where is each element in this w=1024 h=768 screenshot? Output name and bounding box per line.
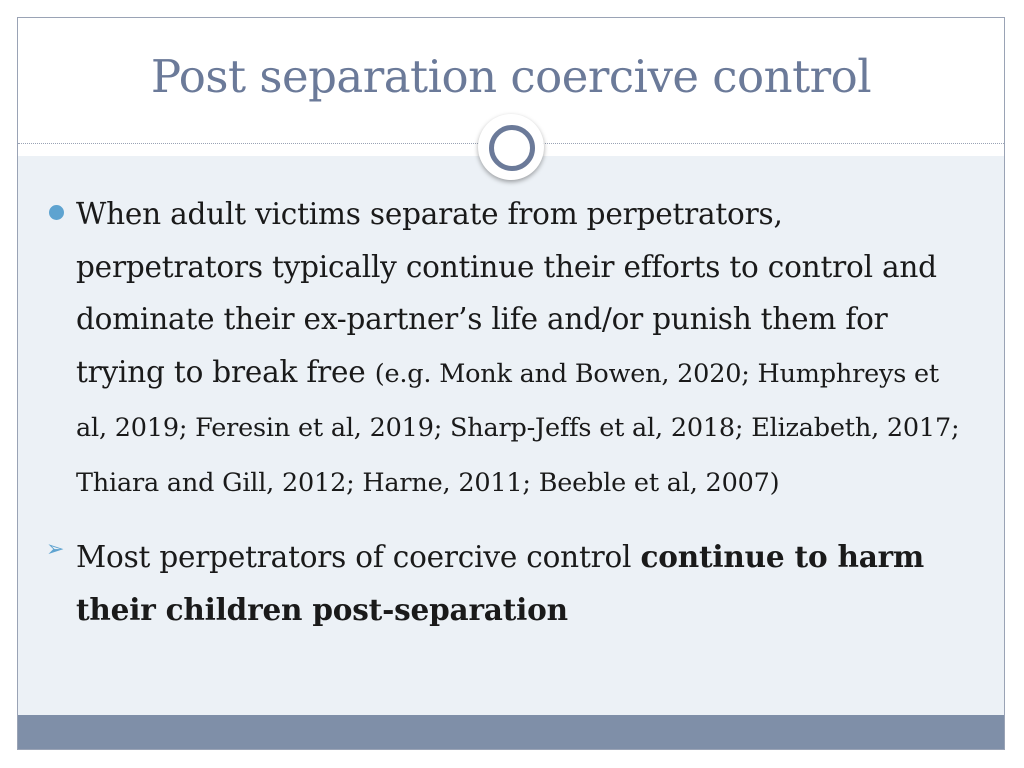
arrow-bullet-icon: ➢ [46, 537, 65, 562]
slide [17, 17, 1005, 750]
slide-title: Post separation coercive control [150, 50, 872, 103]
bullet-item-1 [18, 188, 1004, 509]
filled-circle-bullet-icon [49, 205, 64, 220]
bullet-item-2 [18, 531, 1004, 636]
circle-ornament-icon [478, 114, 544, 180]
footer-bar [18, 715, 1004, 749]
bullet-1-text: When adult victims separate from perpetrators, perpetrators typically continue their efforts to control and dominate their ex-partner’s life and/or punish them for trying to break free [76, 197, 937, 389]
slide-content [18, 188, 1004, 636]
bullet-1-references: (e.g. Monk and Bowen, 2020; Humphreys et al, 2019; Feresin et al, 2019; Sharp-Jeffs et al, 2018; Elizabeth, 2017; Thiara and Gill, 2012; Harne, 2011; Beeble et al, 2007) [76, 358, 960, 498]
bullet-2-text: Most perpetrators of coercive control [76, 540, 641, 574]
bullet-2-bold-text: continue to harm their children post-separation [76, 539, 925, 627]
